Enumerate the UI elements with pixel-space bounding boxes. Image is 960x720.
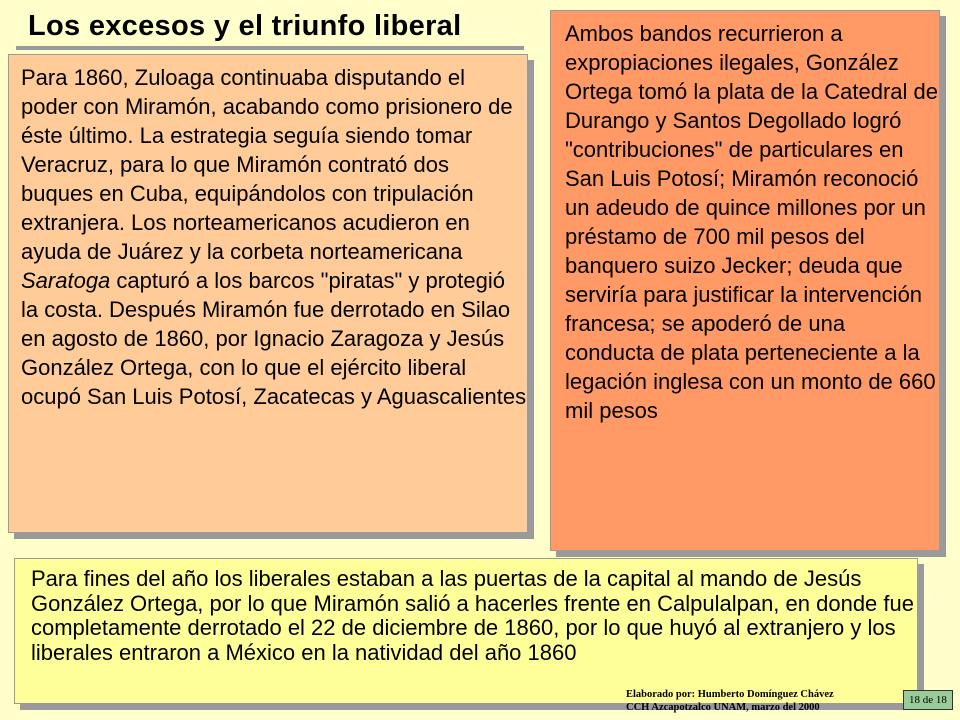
left-paragraph (21, 63, 527, 411)
left-text-part-2: capturó a los barcos "piratas" y protegió la costa. Después Miramón fue derrotado en Silao en agosto de 1860, por Ignacio Zaragoza y Jesús González Ortega, con lo que el ejército liberal ocupó San Luis Potosí, Zacatecas y Aguascalientes (21, 268, 527, 409)
bottom-text-box (14, 558, 918, 704)
slide-title: Los excesos y el triunfo liberal (28, 10, 462, 42)
title-underline (16, 46, 524, 50)
ship-name: Saratoga (21, 268, 111, 293)
bottom-paragraph: Para fines del año los liberales estaban a las puertas de la capital al mando de Jesús González Ortega, por lo que Miramón salió a hacerles frente en Calpulalpan, en donde fue completamente derrotado el 22 de diciembre de 1860, por lo que huyó al extranjero y los liberales entraron a México en la natividad del año 1860 (31, 566, 914, 665)
page-indicator[interactable]: 18 de 18 (903, 690, 953, 710)
right-paragraph: Ambos bandos recurrieron a expropiaciones ilegales, González Ortega tomó la plata de la Catedral de Durango y Santos Degollado logró "contribuciones" de particulares en San Luis Potosí; Miramón reconoció un adeudo de quince millones por un préstamo de 700 mil pesos del banquero suizo Jecker; deuda que serviría para justificar la intervención francesa; se apoderó de una conducta de plata perteneciente a la legación inglesa con un monto de 660 mil pesos (565, 21, 939, 423)
author-credit (626, 688, 834, 714)
author-credit-line-1: Elaborado por: Humberto Domínguez Chávez (626, 689, 834, 700)
left-text-part-1: Para 1860, Zuloaga continuaba disputando el poder con Miramón, acabando como prisionero de éste último. La estrategia seguía siendo tomar Veracruz, para lo que Miramón contrató dos buques en Cuba, equipándolos con tripulación extranjera. Los norteamericanos acudieron en ayuda de Juárez y la corbeta norteamericana (21, 65, 513, 264)
author-credit-line-2: CCH Azcapotzalco UNAM, marzo del 2000 (626, 702, 820, 713)
left-text-box (8, 54, 528, 533)
right-text-box (550, 10, 940, 551)
